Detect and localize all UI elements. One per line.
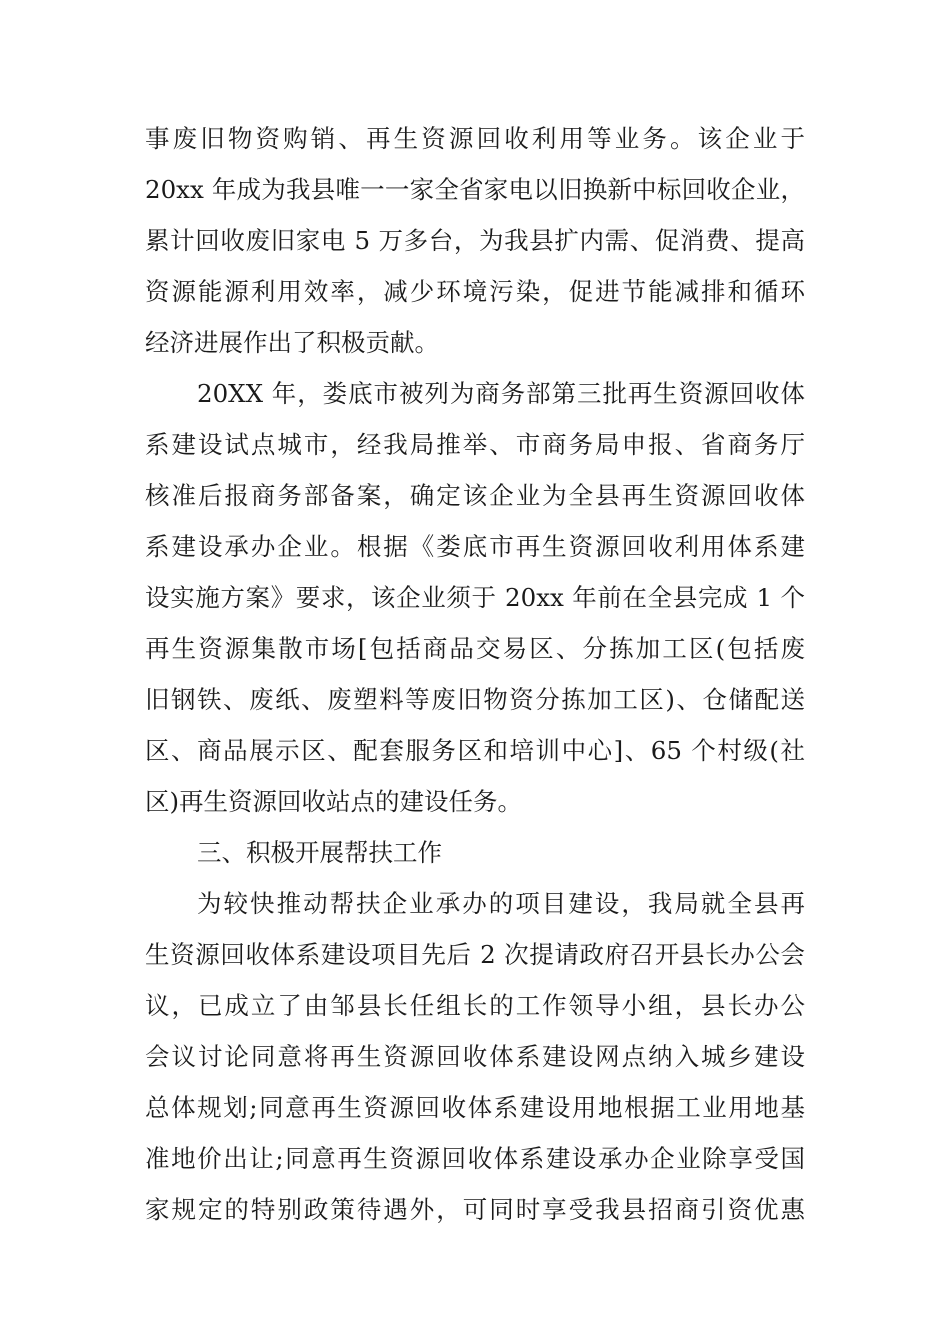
text-line: 系建设承办企业。根据《娄底市再生资源回收利用体系建	[145, 532, 805, 561]
text-line: 议，已成立了由邹县长任组长的工作领导小组，县长办公	[145, 991, 805, 1020]
text-line: 会议讨论同意将再生资源回收体系建设网点纳入城乡建设	[145, 1042, 805, 1071]
text-line: 区)再生资源回收站点的建设任务。	[145, 787, 523, 816]
paragraph-first-line: 20XX 年，娄底市被列为商务部第三批再生资源回收体	[197, 379, 805, 408]
text-line: 累计回收废旧家电 5 万多台，为我县扩内需、促消费、提高	[145, 226, 805, 255]
text-line: 核准后报商务部备案，确定该企业为全县再生资源回收体	[145, 481, 805, 510]
text-line: 再生资源集散市场[包括商品交易区、分拣加工区(包括废	[145, 634, 805, 663]
text-line: 设实施方案》要求，该企业须于 20xx 年前在全县完成 1 个	[145, 583, 805, 612]
text-line: 准地价出让;同意再生资源回收体系建设承办企业除享受国	[145, 1144, 805, 1173]
text-line: 旧钢铁、废纸、废塑料等废旧物资分拣加工区)、仓储配送	[145, 685, 805, 714]
text-line: 家规定的特别政策待遇外，可同时享受我县招商引资优惠	[145, 1195, 805, 1224]
text-line: 经济进展作出了积极贡献。	[145, 328, 439, 357]
text-line: 总体规划;同意再生资源回收体系建设用地根据工业用地基	[145, 1093, 805, 1122]
text-line: 生资源回收体系建设项目先后 2 次提请政府召开县长办公会	[145, 940, 805, 969]
text-line: 20xx 年成为我县唯一一家全省家电以旧换新中标回收企业，	[145, 175, 805, 204]
text-line: 资源能源利用效率，减少环境污染，促进节能减排和循环	[145, 277, 805, 306]
text-line: 区、商品展示区、配套服务区和培训中心]、65 个村级(社	[145, 736, 805, 765]
paragraph-first-line: 为较快推动帮扶企业承办的项目建设，我局就全县再	[197, 889, 805, 918]
text-line: 系建设试点城市，经我局推举、市商务局申报、省商务厅	[145, 430, 805, 459]
text-line: 事废旧物资购销、再生资源回收利用等业务。该企业于	[145, 124, 805, 153]
section-heading: 三、积极开展帮扶工作	[197, 838, 442, 867]
